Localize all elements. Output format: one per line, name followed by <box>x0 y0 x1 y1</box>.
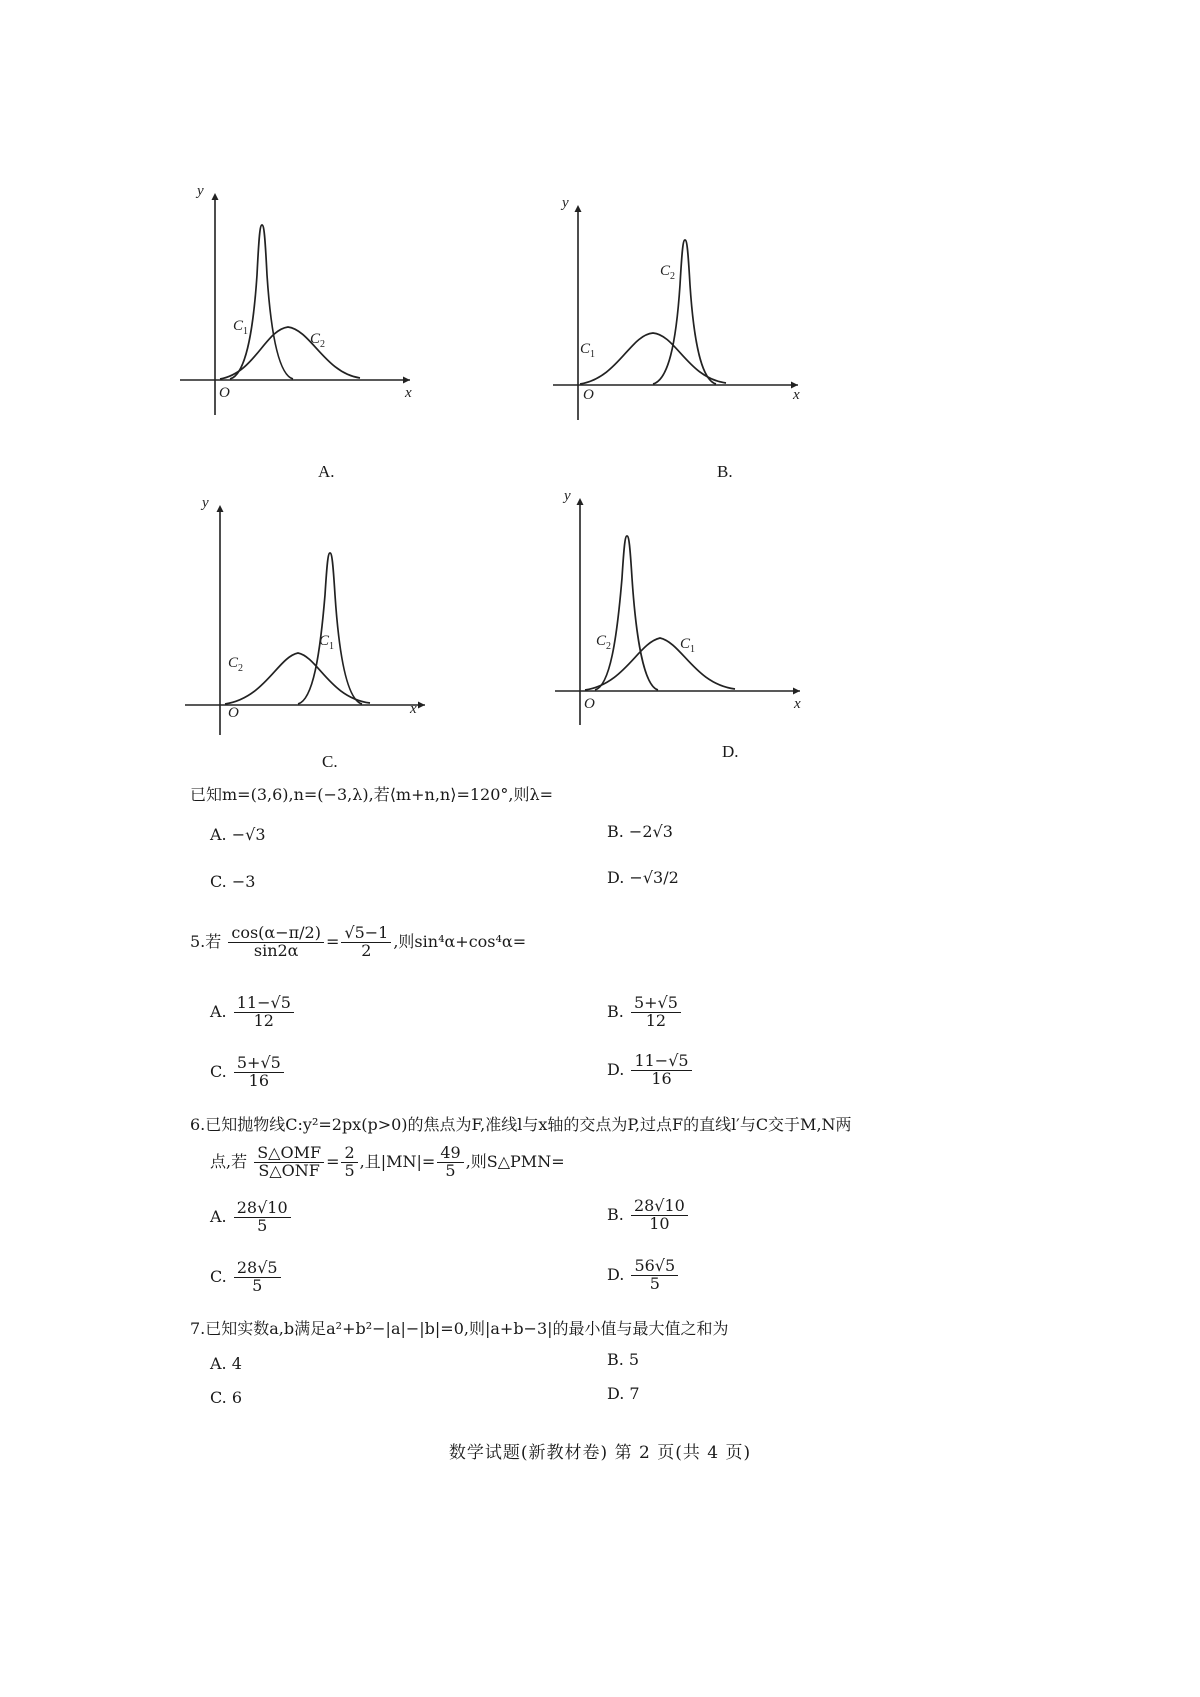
y-axis-arrow <box>212 193 219 200</box>
x-label: x <box>793 387 800 403</box>
page-footer: 数学试题(新教材卷) 第 2 页(共 4 页) <box>448 1443 752 1463</box>
denominator: S△ONF <box>258 1160 320 1180</box>
figure-c-caption: C. <box>322 752 338 771</box>
q6-area-ratio <box>254 1145 324 1180</box>
x-axis-arrow <box>403 377 410 384</box>
q6-line2-suffix: ,则S△PMN= <box>465 1151 565 1171</box>
figure-b-caption: B. <box>717 462 733 481</box>
figure-c-graph <box>180 495 440 725</box>
origin-label: O <box>228 705 239 721</box>
question-6-line-1 <box>190 1112 852 1135</box>
numerator: 49 <box>437 1145 463 1163</box>
figure-d-caption: D. <box>722 742 739 761</box>
q6-option-d <box>607 1258 680 1293</box>
c1-label: $C_1$ <box>680 636 696 655</box>
figure-a-graph <box>175 185 435 405</box>
question-6-text: 已知抛物线C:y²=2px(p>0)的焦点为F,准线l与x轴的交点为P,过点F的直线l′与C交于M,N两 <box>205 1115 852 1134</box>
curve-c1 <box>580 333 726 384</box>
x-label: x <box>794 696 801 712</box>
y-label: y <box>564 488 571 504</box>
q5-option-b <box>607 995 683 1030</box>
numerator: 28√10 <box>631 1198 688 1216</box>
question-4-text: 已知m=(3,6),n=(−3,λ),若⟨m+n,n⟩=120°,则λ= <box>190 785 554 804</box>
curve-c2 <box>220 327 360 379</box>
option-fraction <box>234 1055 284 1090</box>
denominator: 12 <box>253 1010 274 1030</box>
option-label: D. <box>607 1264 625 1284</box>
denominator: 16 <box>248 1070 270 1090</box>
question-6-line-2: 点,若 $\frac{\text{S△OMF}}{\text{S△ONF}}$ = $\frac{2}{5}$ ,且|MN|= $\frac{49}{5}$ ,则S△PMN= <box>210 1143 565 1180</box>
q6-option-a <box>210 1200 293 1235</box>
q6-option-c <box>210 1260 283 1295</box>
q5-option-c <box>210 1055 286 1090</box>
figure-c <box>180 495 440 725</box>
c1-label: $C_1$ <box>233 318 249 337</box>
question-5-number: 5. <box>190 931 206 951</box>
q4-option-a: A. −√3 <box>210 825 266 844</box>
q4-option-b: B. −2√3 <box>607 822 673 841</box>
numerator: 28√10 <box>234 1200 291 1218</box>
figure-d <box>550 488 810 718</box>
x-label: x <box>410 701 417 717</box>
x-axis-arrow <box>793 688 800 695</box>
q7-option-d: D. 7 <box>607 1384 640 1403</box>
numerator: 11−√5 <box>234 995 294 1013</box>
y-axis-arrow <box>217 505 224 512</box>
option-label: B. <box>607 1001 624 1021</box>
figure-b-graph <box>548 195 808 415</box>
q5-lhs-denominator: sin2α <box>253 940 299 960</box>
y-label: y <box>202 495 209 511</box>
x-axis-arrow <box>418 702 425 709</box>
denominator: 5 <box>445 1160 456 1180</box>
question-4 <box>190 782 553 805</box>
option-label: C. <box>210 1266 227 1286</box>
c2-label: $C_2$ <box>310 331 326 350</box>
q5-option-d <box>607 1053 694 1088</box>
option-fraction <box>631 995 681 1030</box>
q5-lhs-fraction <box>228 925 324 960</box>
option-fraction <box>234 1200 291 1235</box>
c1-label: $C_1$ <box>580 341 596 360</box>
numerator: 5+√5 <box>234 1055 284 1073</box>
q5-lhs-numerator: cos(α−π/2) <box>228 925 324 943</box>
q7-option-a: A. 4 <box>210 1354 242 1373</box>
q5-option-a <box>210 995 296 1030</box>
option-label: A. <box>210 1001 227 1021</box>
x-label: x <box>405 385 412 401</box>
q6-option-b <box>607 1198 690 1233</box>
denominator: 5 <box>344 1160 355 1180</box>
c2-label: $C_2$ <box>660 263 676 282</box>
question-6-number: 6. <box>190 1115 206 1134</box>
y-label: y <box>562 195 569 211</box>
question-7-text: 已知实数a,b满足a²+b²−|a|−|b|=0,则|a+b−3|的最小值与最大值之和为 <box>205 1319 729 1338</box>
q5-rhs-denominator: 2 <box>361 940 372 960</box>
figure-a-caption: A. <box>318 462 335 481</box>
numerator: 11−√5 <box>631 1053 691 1071</box>
c2-label: $C_2$ <box>228 655 244 674</box>
figure-a <box>175 185 435 405</box>
q6-ratio-value <box>341 1145 357 1180</box>
question-5-prefix: 若 <box>205 931 222 951</box>
q4-option-c: C. −3 <box>210 872 256 891</box>
numerator: 2 <box>341 1145 357 1163</box>
option-fraction <box>631 1053 691 1088</box>
q6-mn-value <box>437 1145 463 1180</box>
denominator: 5 <box>252 1275 263 1295</box>
option-fraction <box>234 995 294 1030</box>
curve-c2 <box>225 653 370 704</box>
y-label: y <box>197 183 204 199</box>
option-label: C. <box>210 1061 227 1081</box>
denominator: 5 <box>257 1215 268 1235</box>
q5-rhs-fraction <box>341 925 391 960</box>
q7-option-c: C. 6 <box>210 1388 243 1407</box>
curve-c2 <box>653 240 716 384</box>
denominator: 16 <box>651 1068 672 1088</box>
numerator: 28√5 <box>234 1260 281 1278</box>
origin-label: O <box>583 387 594 403</box>
option-label: A. <box>210 1206 227 1226</box>
numerator: 5+√5 <box>631 995 681 1013</box>
q5-rhs-numerator: √5−1 <box>341 925 391 943</box>
origin-label: O <box>219 385 230 401</box>
origin-label: O <box>584 696 595 712</box>
option-fraction <box>631 1258 678 1293</box>
option-fraction <box>631 1198 688 1233</box>
y-axis-arrow <box>575 205 582 212</box>
numerator: 56√5 <box>631 1258 678 1276</box>
q6-mid-text: ,且|MN|= <box>359 1151 436 1171</box>
denominator: 5 <box>649 1273 660 1293</box>
denominator: 10 <box>649 1213 670 1233</box>
question-5: 5.若 $\frac{\cos(\alpha-\pi/2)}{\sin 2\alpha}$ = $\frac{√5-1}{2}$ ,则sin⁴α+cos⁴α= <box>190 923 527 960</box>
curve-c1 <box>230 225 293 379</box>
q4-option-d: D. −√3/2 <box>607 868 679 887</box>
q6-line2-prefix: 点,若 <box>210 1151 248 1171</box>
option-label: B. <box>607 1204 624 1224</box>
option-fraction <box>234 1260 281 1295</box>
figure-b <box>548 195 808 415</box>
denominator: 12 <box>645 1010 667 1030</box>
question-7-number: 7. <box>190 1319 206 1338</box>
numerator: S△OMF <box>254 1145 324 1163</box>
figure-d-graph <box>550 488 810 718</box>
c1-label: $C_1$ <box>319 633 335 652</box>
question-5-suffix: ,则sin⁴α+cos⁴α= <box>393 931 527 951</box>
c2-label: $C_2$ <box>596 633 612 652</box>
y-axis-arrow <box>577 498 584 505</box>
question-7 <box>190 1316 729 1339</box>
q7-option-b: B. 5 <box>607 1350 640 1369</box>
option-label: D. <box>607 1059 625 1079</box>
